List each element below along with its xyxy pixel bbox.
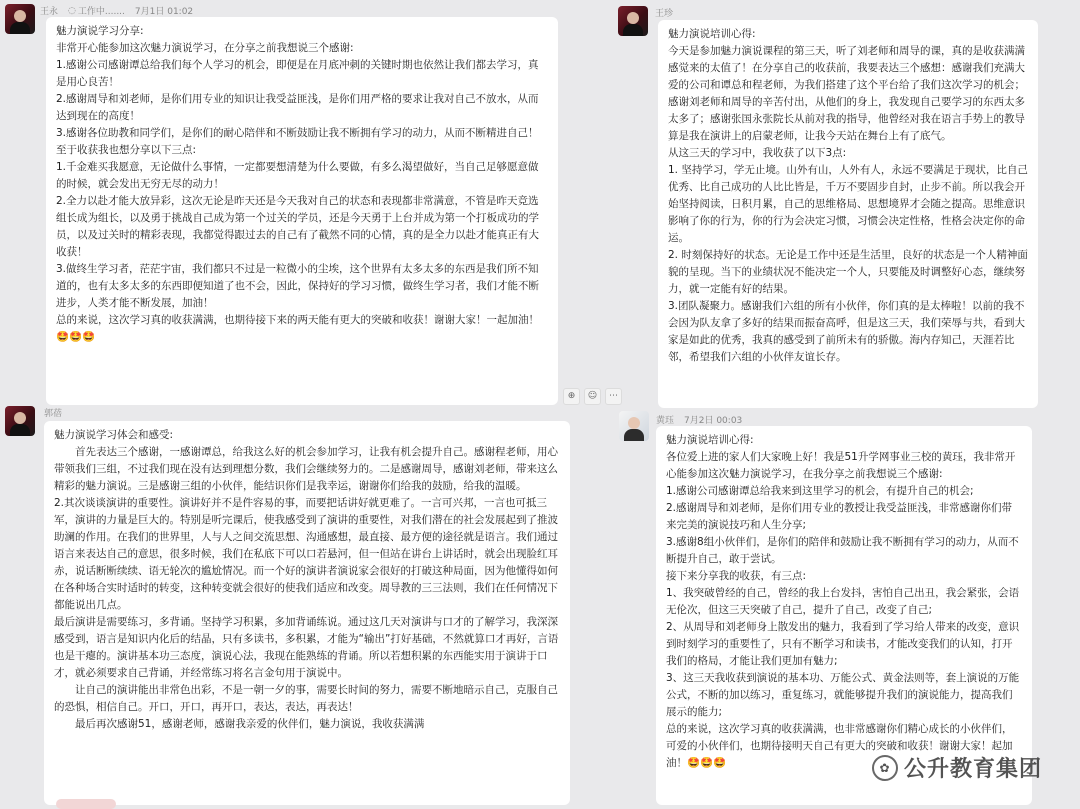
avatar[interactable] [619,411,649,441]
message-paragraph: 2.全力以赴才能大放异彩，这次无论是昨天还是今天我对自己的状态和表现都非常满意，不管是昨天竞选组长成为组长，以及勇于挑战自己成为第一个过关的学员，还是今天勇于上台并成为第一个打板成功的学员，以及过关时的精彩表现，我都觉得跟过去的自己有了截然不同的心情，真的是全力以赴才能真正有大收获！ [56,195,539,258]
message-paragraph: 1、我突破曾经的自己，曾经的我上台发抖，害怕自己出丑，我会紧张，会语无伦次，但这三天突破了自己，提升了自己，改变了自己; [666,587,1020,616]
avatar[interactable] [618,6,648,36]
avatar[interactable] [5,406,35,436]
timestamp: 7月2日 00:03 [684,416,743,426]
message-paragraph: 3.感谢8组小伙伴们，是你们的陪伴和鼓励让我不断拥有学习的动力，从而不断提升自己，敢于尝试。 [666,536,1019,565]
avatar[interactable] [5,4,35,34]
message-paragraph: 2. 时刻保持好的状态。无论是工作中还是生活里，良好的状态是一个人精神面貌的呈现。当下的业绩状况不能决定一个人，只要能及时调整好心态，继续努力，就一定能有好的结果。 [668,249,1028,295]
author-name[interactable]: 王珍 [655,9,674,19]
message-bubble[interactable] [656,426,1032,805]
message-paragraph: 魅力演说培训心得: [668,28,756,40]
more-icon[interactable]: ⋯ [605,388,622,405]
message-paragraph: 1.千金难买我愿意，无论做什么事情，一定都要想清楚为什么要做，有多么渴望做好，当自己足够愿意做的时候，就会发出无穷无尽的动力！ [56,161,539,190]
message-paragraph: 3.团队凝聚力。感谢我们六组的所有小伙伴，你们真的是太棒啦！以前的我不会因为队友拿了多好的结果而振奋高呼，但是这三天，我们荣辱与共，看到大家是如此的优秀，我真的感受到了前所未有的骄傲。海内存知己，天涯若比邻，希望我们六组的小伙伴友谊长存。 [668,300,1025,363]
message-paragraph: 2.感谢周导和刘老师，是你们用专业的教授让我受益匪浅，非常感谢你们带来完美的演说技巧和人生分享; [666,502,1013,531]
message-paragraph: 1.感谢公司感谢谭总给我来到这里学习的机会，有提升自己的机会; [666,485,974,497]
status-icon: ◌ [68,5,76,16]
message-paragraph: 最后再次感谢51，感谢老师，感谢我亲爱的伙伴们，魅力演说，我收获满满 [75,718,425,730]
message-paragraph: 至于收获我也想分享以下三点: [56,144,197,156]
message-paragraph: 魅力演说学习体会和感受: [54,429,174,441]
author-name[interactable]: 郭蓓 [44,409,63,419]
message-paragraph: 3、这三天我收获到演说的基本功、万能公式、黄金法则等，套上演说的万能公式，不断的加以练习，重复练习，就能够提升我们的演说能力，提高我们展示的能力; [666,672,1020,718]
timestamp: 7月1日 01:02 [134,7,194,17]
wechat-channel-icon: ✿ [872,755,898,781]
author-name[interactable]: 王永 [40,7,59,17]
message-body [668,26,1028,366]
message-paragraph: 今天是参加魅力演说课程的第三天，听了刘老师和周导的课，真的是收获满满感觉来的太值了！在分享自己的收获前，我要表达三个感想：感谢我们充满大爱的公司和谭总和程老师，为我们搭建了这个平台给了我们这次学习的机会；感谢刘老师和周导的辛苦付出，从他们的身上，我发现自己要学习的东西太多太多了；感谢张国永张院长从前对我的指导，他曾经对我在语言手势上的教导算是我在演讲上的启蒙老师，让我今天站在舞台上有了底气。 [668,45,1025,142]
message-body [54,427,560,733]
message-paragraph: 首先表达三个感谢，一感谢谭总，给我这么好的机会参加学习，让我有机会提升自己。感谢程老师，用心带领我们三组，不过我们现在没有达到理想分数，我们会继续努力的。二是感谢周导，感谢刘老师，带来这么精彩的魅力演说。三是感谢三组的小伙伴，能结识你们是我幸运，谢谢你们给我的鼓励，给我的温暖。 [54,446,558,492]
message-paragraph: 总的来说，这次学习真的收获满满，也期待接下来的两天能有更大的突破和收获！谢谢大家！一起加油！🤩🤩🤩 [56,314,539,343]
message-paragraph: 1.感谢公司感谢谭总给我们每个人学习的机会，即便是在月底冲刺的关键时期也依然让我们都去学习，真是用心良苦！ [56,59,539,88]
message-toolbar [563,388,622,405]
message-paragraph: 最后演讲是需要练习，多背诵。坚持学习积累，多加背诵练说。通过这几天对演讲与口才的了解学习，我深深感受到，语言是知识内化后的结晶，只有多读书，多积累，才能为“输出”打好基础，不然就算口才再好，言语也是干瘪的。演讲基本功三态度，演说心法，我现在能熟练的背诵。所以若想积累的东西能实用于演讲于口才，就必须要求自己背诵，并经常练习将名言金句用于演说中。 [54,616,559,679]
message-paragraph: 2.感谢周导和刘老师，是你们用专业的知识让我受益匪浅，是你们用严格的要求让我对自己不放水，从而达到现在的高度！ [56,93,539,122]
message-paragraph: 魅力演说学习分享: [56,25,144,37]
message-paragraph: 1. 坚持学习，学无止境。山外有山，人外有人，永远不要满足于现状，比自己优秀、比自己成功的人比比皆是，千万不要固步自封，止步不前。所以我会开始坚持阅读，日积月累，自己的思维格局、思想境界才会随之提高。思维意识影响了你的行为，你的行为会决定习惯，习惯会决定性格，性格会决定你的命运。 [668,164,1028,244]
message-paragraph: 2.其次谈谈演讲的重要性。演讲好并不是件容易的事，而要把话讲好就更难了。一言可兴邦，一言也可抵三军，演讲的力量是巨大的。特别是听完课后，使我感受到了演讲的重要性，对我们潜在的社会发展起到了推波助澜的作用。在我们的世界里，人与人之间交流思想、沟通感想，最直接、最方便的途径就是语言。我们通过语言来表达自己的意思，很多时候，我们在私底下可以口若悬河，但一但站在讲台上讲话时，就会出现脸红耳赤，说话断断续续、语无轮次的尴尬情况。而一个好的演讲者演说家会很好的打破这种局面，因为他懂得如何在各种场合实时适时的转变，这种转变就会很好的使我们适应和改变。周导教的三三法则，我们在任何情况下都能说出几点。 [54,497,558,611]
message-bubble[interactable] [44,421,570,805]
reaction-bar[interactable] [56,799,116,809]
message-bubble[interactable] [658,20,1038,408]
message-paragraph: 从这三天的学习中，我收获了以下3点: [668,147,847,159]
post-meta [44,406,62,419]
message-paragraph: 2、从周导和刘老师身上散发出的魅力，我看到了学习给人带来的改变，意识到时刻学习的重要性了，只有不断学习和读书，才能改变我们的认知，打开我们的格局，才能让我们更加有魅力; [666,621,1020,667]
post-meta [40,4,193,17]
author-name[interactable]: 黄珏 [656,416,675,426]
message-paragraph: 接下来分享我的收获，有三点: [666,570,807,582]
message-paragraph: 非常开心能参加这次魅力演说学习，在分享之前我想说三个感谢: [56,42,354,54]
sticker-icon[interactable]: ☺ [584,388,601,405]
watermark [872,752,1042,783]
watermark-text: 公升教育集团 [903,757,1042,782]
message-paragraph: 让自己的演讲能出非常色出彩，不是一朝一夕的事，需要长时间的努力，需要不断地暗示自己，克服自己的恐惧，相信自己。开口，开口，再开口，表达，表达，再表达！ [54,684,558,713]
message-paragraph: 各位爱上进的家人们大家晚上好！我是51升学网事业三校的黄珏，我非常开心能参加这次魅力演说学习，在我分享之前我想说三个感谢: [666,451,1016,480]
message-paragraph: 总的来说，这次学习真的收获满满，也非常感谢你们精心成长的小伙伴们，可爱的小伙伴们，也期待接明天自己有更大的突破和收获！谢谢大家！起加油！🤩🤩🤩 [666,723,1013,769]
post-meta [656,413,742,426]
status-text: ◌ 工作中....... [68,5,125,17]
post-meta [655,6,673,19]
message-paragraph: 3.做终生学习者，茫茫宇宙，我们都只不过是一粒微小的尘埃，这个世界有太多太多的东西是我们所不知道的，也有太多太多的东西即便知道了也不会，因此，保持好的学习习惯，做终生学习者，我们才能不断进步，人类才能不断发展，加油！ [56,263,539,309]
message-body [56,23,548,346]
message-paragraph: 3.感谢各位助教和同学们，是你们的耐心陪伴和不断鼓励让我不断拥有学习的动力，从而不断精进自己！ [56,127,539,139]
zoom-icon[interactable]: ⊕ [563,388,580,405]
message-body [666,432,1022,772]
message-paragraph: 魅力演说培训心得: [666,434,754,446]
message-bubble[interactable] [46,17,558,405]
